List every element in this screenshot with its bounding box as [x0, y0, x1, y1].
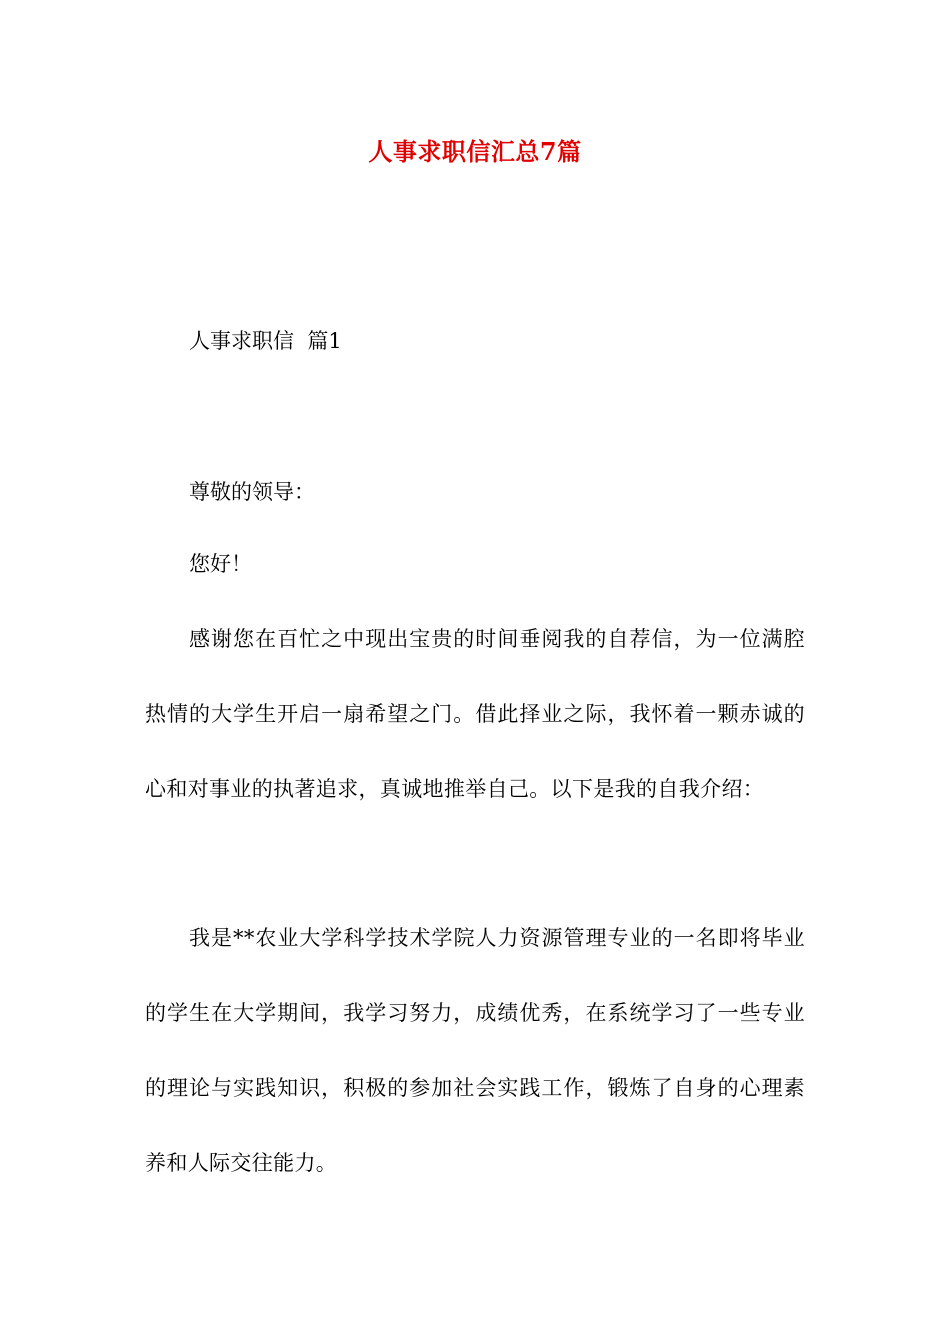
- salutation: 尊敬的领导：: [189, 480, 315, 504]
- greeting: 您好！: [189, 552, 252, 576]
- body-paragraph: 感谢您在百忙之中现出宝贵的时间垂阅我的自荐信，为一位满腔热情的大学生开启一扇希望之门。借此择业之际，我怀着一颗赤诚的心和对事业的执著追求，真诚地推举自己。以下是我的自我介绍：: [145, 627, 805, 801]
- document-title: 人事求职信汇总7篇: [368, 137, 582, 166]
- body-paragraph: 我是**农业大学科学技术学院人力资源管理专业的一名即将毕业的学生在大学期间，我学习努力，成绩优秀，在系统学习了一些专业的理论与实践知识，积极的参加社会实践工作，锻炼了自身的心理素养和人际交往能力。: [145, 926, 805, 1175]
- section-heading: 人事求职信 篇1: [189, 329, 342, 353]
